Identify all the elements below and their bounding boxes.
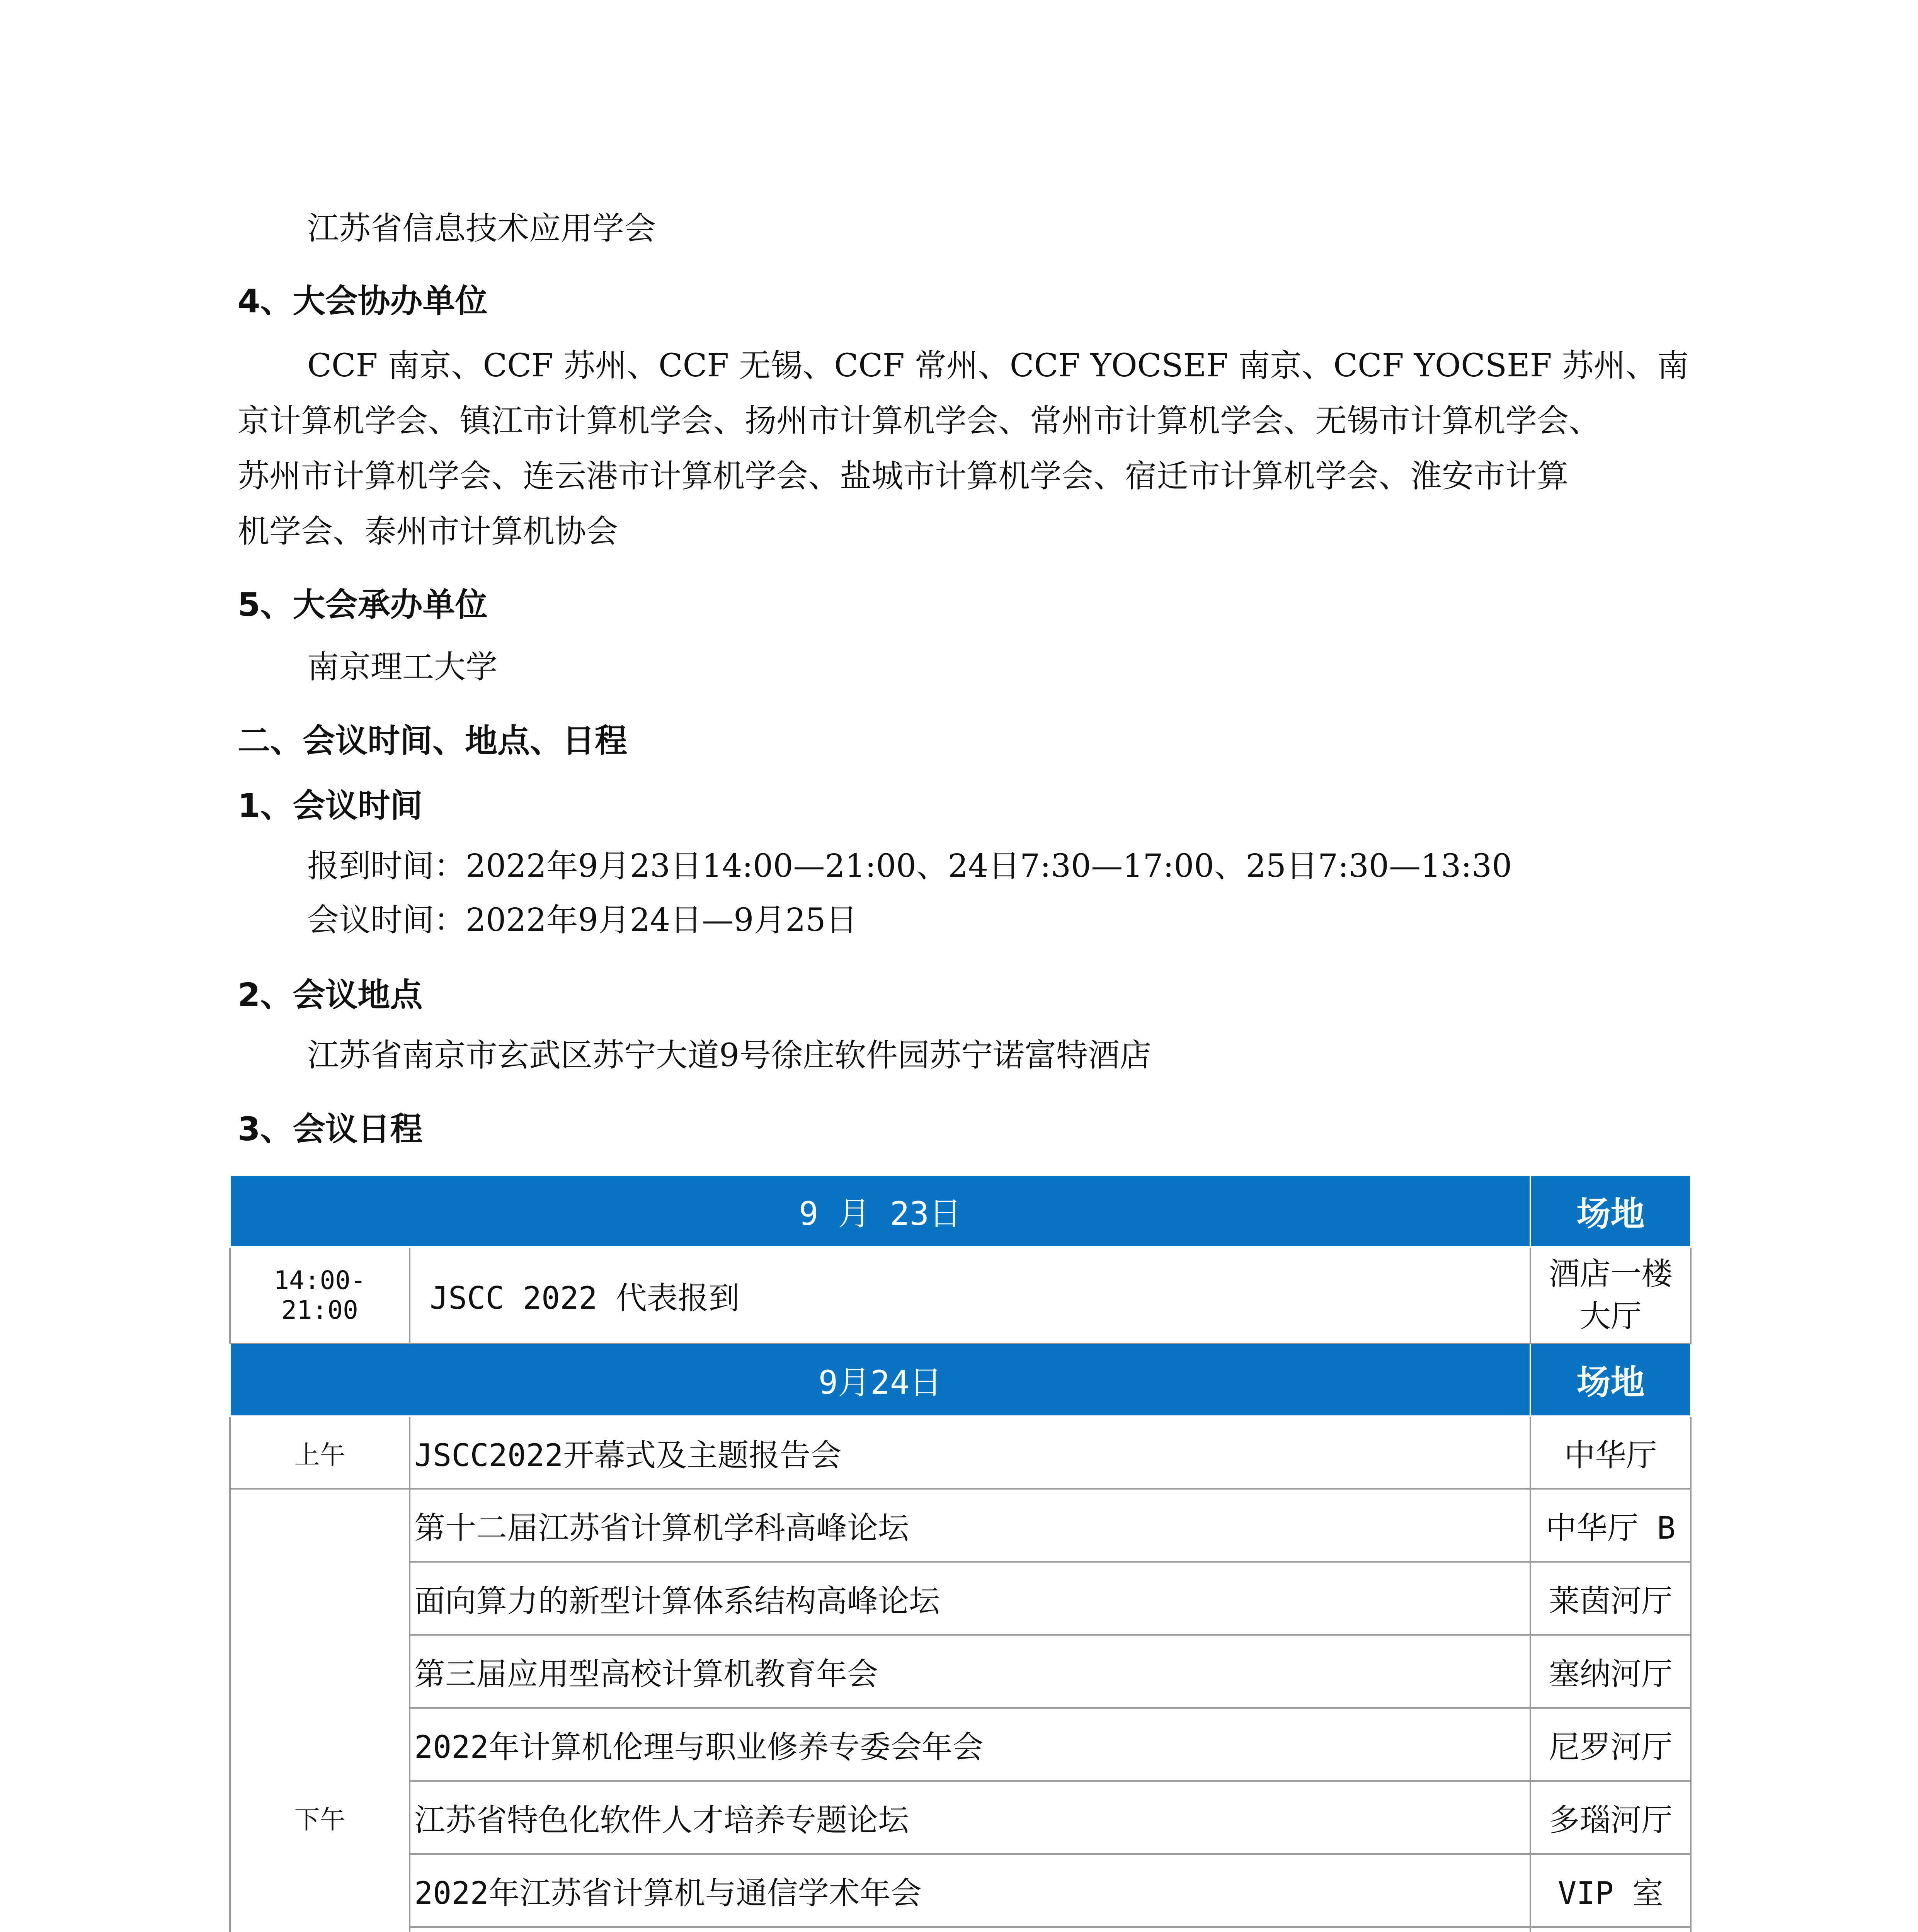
event-venue: VIP 室: [1530, 1854, 1691, 1927]
event-venue: 中华厅: [1530, 1416, 1691, 1489]
event-venue: 多瑙河厅: [1530, 1781, 1691, 1854]
table-row: [230, 1635, 1691, 1708]
host-organizer: 南京理工大学: [307, 649, 498, 685]
event-name: 2022年江苏省计算机与通信学术年会: [410, 1854, 1530, 1927]
day-2-date: 9月24日: [230, 1344, 1530, 1416]
time-slot: 14:00-21:00: [230, 1247, 410, 1344]
day-1-header: [230, 1175, 1691, 1247]
table-row: [230, 1489, 1691, 1562]
event-name: 面向算力的新型计算体系结构高峰论坛: [410, 1562, 1530, 1635]
table-row: [230, 1854, 1691, 1927]
table-row: [230, 1781, 1691, 1854]
section-4-heading: 4、大会协办单位: [238, 282, 488, 320]
co-organizers-line-4: 机学会、泰州市计算机协会: [238, 513, 618, 550]
event-venue: 中华厅 B: [1530, 1489, 1691, 1562]
event-venue: 莱茵河厅: [1530, 1562, 1691, 1635]
venue-header: 场地: [1530, 1344, 1691, 1416]
event-venue: [1530, 1927, 1691, 1932]
time-slot: 下午: [230, 1489, 410, 1932]
table-row: [230, 1416, 1691, 1489]
venue-header: 场地: [1530, 1175, 1691, 1247]
event-name: JSCC 2022 代表报到: [410, 1247, 1530, 1344]
table-row: [230, 1562, 1691, 1635]
event-venue: 酒店一楼大厅: [1530, 1247, 1691, 1344]
checkin-time: 报到时间：2022年9月23日14:00—21:00、24日7:30—17:00、25日7:30—13:30: [307, 848, 1512, 884]
event-name: 第三届应用型高校计算机教育年会: [410, 1635, 1530, 1708]
event-name: 第十二届江苏省计算机学科高峰论坛: [410, 1489, 1530, 1562]
meeting-place: 江苏省南京市玄武区苏宁大道9号徐庄软件园苏宁诺富特酒店: [307, 1037, 1152, 1074]
organizer-line: 江苏省信息技术应用学会: [307, 210, 656, 247]
event-name: 2022年计算机伦理与职业修养专委会年会: [410, 1708, 1530, 1781]
table-row: [230, 1708, 1691, 1781]
event-name: [410, 1927, 1530, 1932]
day-2-header: [230, 1344, 1691, 1416]
schedule-table: [229, 1175, 1692, 1932]
meeting-time-heading: 1、会议时间: [238, 787, 423, 825]
co-organizers-line-1: CCF 南京、CCF 苏州、CCF 无锡、CCF 常州、CCF YOCSEF 南京、CCF YOCSEF 苏州、南: [307, 347, 1689, 384]
agenda-heading: 3、会议日程: [238, 1110, 423, 1148]
day-1-date: 9 月 23日: [230, 1175, 1530, 1247]
event-venue: 塞纳河厅: [1530, 1635, 1691, 1708]
event-venue: 尼罗河厅: [1530, 1708, 1691, 1781]
co-organizers-line-3: 苏州市计算机学会、连云港市计算机学会、盐城市计算机学会、宿迁市计算机学会、淮安市计算: [238, 458, 1569, 495]
time-slot: 上午: [230, 1416, 410, 1489]
table-row: [230, 1247, 1691, 1344]
event-name: JSCC2022开幕式及主题报告会: [410, 1416, 1530, 1489]
part-2-heading: 二、会议时间、地点、日程: [238, 722, 628, 760]
meeting-place-heading: 2、会议地点: [238, 976, 423, 1014]
co-organizers-line-2: 京计算机学会、镇江市计算机学会、扬州市计算机学会、常州市计算机学会、无锡市计算机学会、: [238, 403, 1601, 439]
meeting-time: 会议时间：2022年9月24日—9月25日: [307, 902, 858, 939]
event-name: 江苏省特色化软件人才培养专题论坛: [410, 1781, 1530, 1854]
table-row: [230, 1927, 1691, 1932]
section-5-heading: 5、大会承办单位: [238, 586, 488, 624]
